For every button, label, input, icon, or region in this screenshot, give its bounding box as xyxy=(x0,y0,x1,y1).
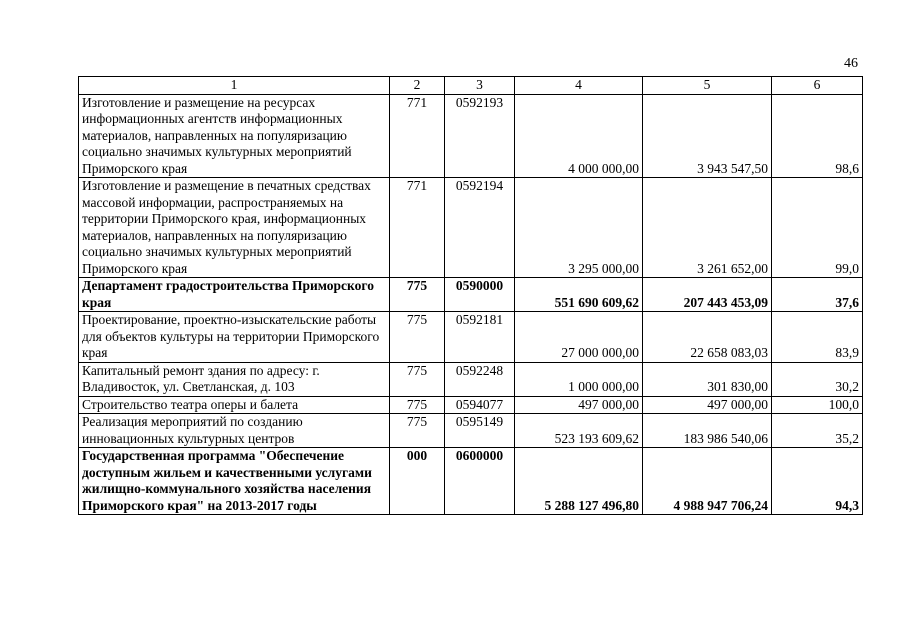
row-code-3: 0595149 xyxy=(445,414,515,448)
column-header: 5 xyxy=(643,77,772,95)
row-percent: 83,9 xyxy=(772,312,863,363)
row-actual-amount: 3 943 547,50 xyxy=(643,94,772,178)
column-header: 1 xyxy=(79,77,390,95)
row-description: Изготовление и размещение в печатных средствах массовой информации, распространяемых на территории Приморского края, информационных материалов, направленных на популяризацию социально значимых культурных мероприятий Приморского края xyxy=(79,178,390,278)
table-row xyxy=(79,448,863,515)
row-code-2: 771 xyxy=(390,94,445,178)
row-description: Реализация мероприятий по созданию инновационных культурных центров xyxy=(79,414,390,448)
row-code-2: 775 xyxy=(390,312,445,363)
row-planned-amount: 523 193 609,62 xyxy=(515,414,643,448)
row-description: Капитальный ремонт здания по адресу: г. Владивосток, ул. Светланская, д. 103 xyxy=(79,362,390,396)
row-actual-amount: 3 261 652,00 xyxy=(643,178,772,278)
row-code-3: 0592248 xyxy=(445,362,515,396)
row-code-3: 0592193 xyxy=(445,94,515,178)
row-description: Изготовление и размещение на ресурсах информационных агентств информационных материалов, направленных на популяризацию социально значимых культурных мероприятий Приморского края xyxy=(79,94,390,178)
table-row xyxy=(79,94,863,178)
row-code-3: 0594077 xyxy=(445,396,515,414)
row-planned-amount: 27 000 000,00 xyxy=(515,312,643,363)
row-planned-amount: 4 000 000,00 xyxy=(515,94,643,178)
row-code-2: 775 xyxy=(390,414,445,448)
row-planned-amount: 1 000 000,00 xyxy=(515,362,643,396)
column-header: 3 xyxy=(445,77,515,95)
row-code-3: 0592181 xyxy=(445,312,515,363)
row-description: Департамент градостроительства Приморского края xyxy=(79,278,390,312)
row-actual-amount: 207 443 453,09 xyxy=(643,278,772,312)
row-percent: 30,2 xyxy=(772,362,863,396)
column-header: 4 xyxy=(515,77,643,95)
table-row xyxy=(79,414,863,448)
row-code-2: 775 xyxy=(390,278,445,312)
column-header: 6 xyxy=(772,77,863,95)
row-actual-amount: 22 658 083,03 xyxy=(643,312,772,363)
table-row xyxy=(79,178,863,278)
row-code-3: 0592194 xyxy=(445,178,515,278)
row-description: Строительство театра оперы и балета xyxy=(79,396,390,414)
row-code-3: 0590000 xyxy=(445,278,515,312)
row-percent: 35,2 xyxy=(772,414,863,448)
table-row xyxy=(79,312,863,363)
row-planned-amount: 497 000,00 xyxy=(515,396,643,414)
row-code-2: 000 xyxy=(390,448,445,515)
budget-table xyxy=(78,76,863,515)
row-planned-amount: 5 288 127 496,80 xyxy=(515,448,643,515)
row-description: Государственная программа "Обеспечение доступным жильем и качественными услугами жилищно-коммунального хозяйства населения Приморского края" на 2013-2017 годы xyxy=(79,448,390,515)
row-planned-amount: 3 295 000,00 xyxy=(515,178,643,278)
row-percent: 99,0 xyxy=(772,178,863,278)
row-percent: 100,0 xyxy=(772,396,863,414)
row-actual-amount: 497 000,00 xyxy=(643,396,772,414)
table-row xyxy=(79,278,863,312)
row-percent: 37,6 xyxy=(772,278,863,312)
column-header: 2 xyxy=(390,77,445,95)
page-number: 46 xyxy=(844,56,858,71)
row-planned-amount: 551 690 609,62 xyxy=(515,278,643,312)
row-code-2: 771 xyxy=(390,178,445,278)
row-code-2: 775 xyxy=(390,362,445,396)
row-percent: 98,6 xyxy=(772,94,863,178)
row-actual-amount: 4 988 947 706,24 xyxy=(643,448,772,515)
row-actual-amount: 183 986 540,06 xyxy=(643,414,772,448)
table-row xyxy=(79,362,863,396)
row-code-2: 775 xyxy=(390,396,445,414)
table-row xyxy=(79,396,863,414)
row-code-3: 0600000 xyxy=(445,448,515,515)
row-percent: 94,3 xyxy=(772,448,863,515)
table-header-row xyxy=(79,77,863,95)
row-description: Проектирование, проектно-изыскательские работы для объектов культуры на территории Приморского края xyxy=(79,312,390,363)
row-actual-amount: 301 830,00 xyxy=(643,362,772,396)
